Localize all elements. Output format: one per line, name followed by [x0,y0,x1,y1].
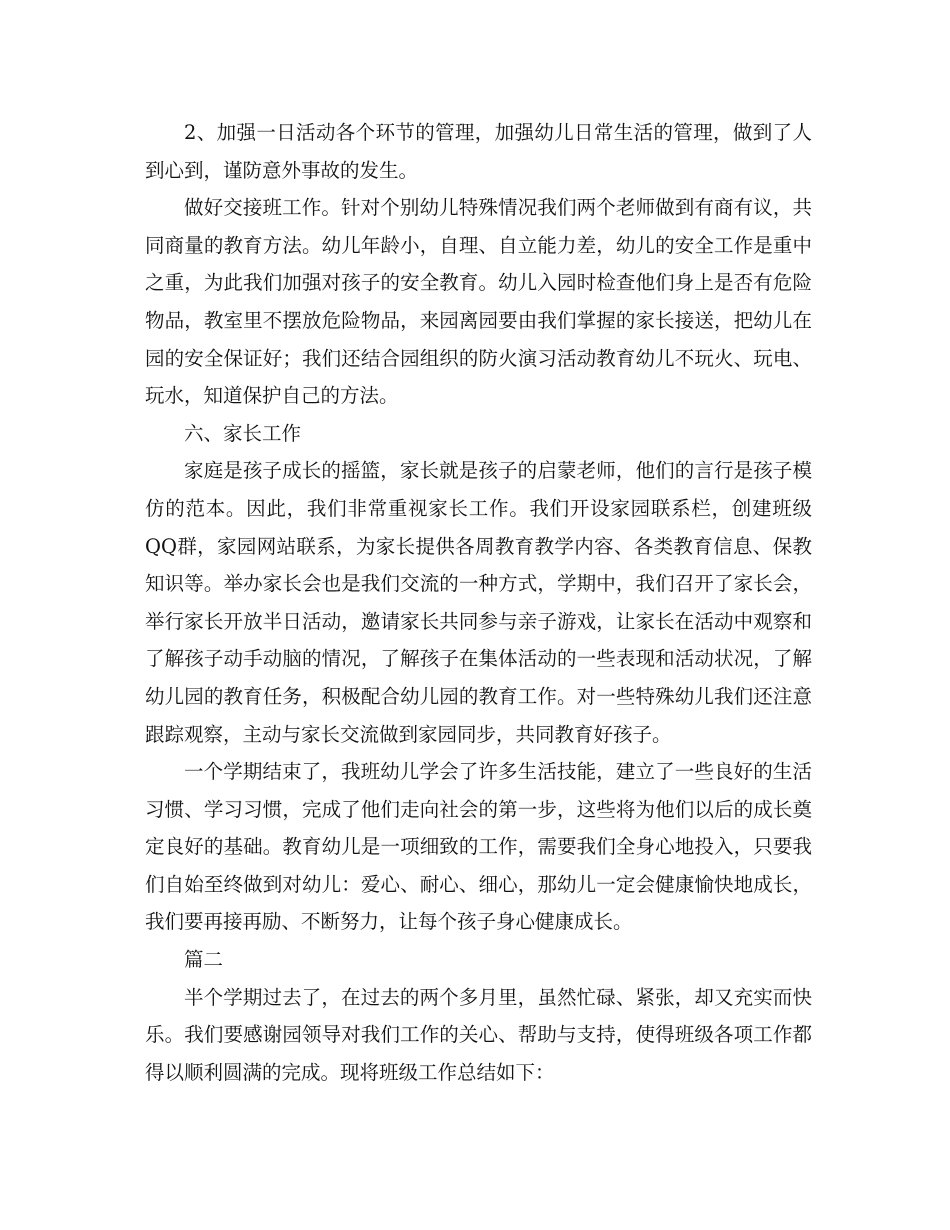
paragraph-half-semester: 半个学期过去了，在过去的两个多月里，虽然忙碌、紧张，却又充实而快乐。我们要感谢园领导对我们工作的关心、帮助与支持，使得班级各项工作都得以顺利圆满的完成。现将班级工作总结如下： [145,985,812,1084]
paragraph-daily-management: 2、加强一日活动各个环节的管理，加强幼儿日常生活的管理，做到了人到心到，谨防意外事故的发生。 [145,121,812,182]
section-heading-parent-work: 六、家长工作 [184,421,302,445]
paragraph-shift-handover: 做好交接班工作。针对个别幼儿特殊情况我们两个老师做到有商有议，共同商量的教育方法。幼儿年龄小，自理、自立能力差，幼儿的安全工作是重中之重，为此我们加强对孩子的安全教育。幼儿入园时检查他们身上是否有危险物品，教室里不摆放危险物品，来园离园要由我们掌握的家长接送，把幼儿在园的安全保证好；我们还结合园组织的防火演习活动教育幼儿不玩火、玩电、玩水，知道保护自己的方法。 [145,196,812,408]
document-body [145,114,812,1091]
paragraph-semester-summary: 一个学期结束了，我班幼儿学会了许多生活技能，建立了一些良好的生活习惯、学习习惯，完成了他们走向社会的第一步，这些将为他们以后的成长奠定良好的基础。教育幼儿是一项细致的工作，需要我们全身心地投入，只要我们自始至终做到对幼儿：爱心、耐心、细心，那幼儿一定会健康愉快地成长，我们要再接再励、不断努力，让每个孩子身心健康成长。 [145,760,812,934]
section-heading-part-two: 篇二 [184,948,224,972]
paragraph-parent-work: 家庭是孩子成长的摇篮，家长就是孩子的启蒙老师，他们的言行是孩子模仿的范本。因此，我们非常重视家长工作。我们开设家园联系栏，创建班级QQ群，家园网站联系，为家长提供各周教育教学内容、各类教育信息、保教知识等。举办家长会也是我们交流的一种方式，学期中，我们召开了家长会，举行家长开放半日活动，邀请家长共同参与亲子游戏，让家长在活动中观察和了解孩子动手动脑的情况，了解孩子在集体活动的一些表现和活动状况，了解幼儿园的教育任务，积极配合幼儿园的教育工作。对一些特殊幼儿我们还注意跟踪观察，主动与家长交流做到家园同步，共同教育好孩子。 [145,459,812,746]
